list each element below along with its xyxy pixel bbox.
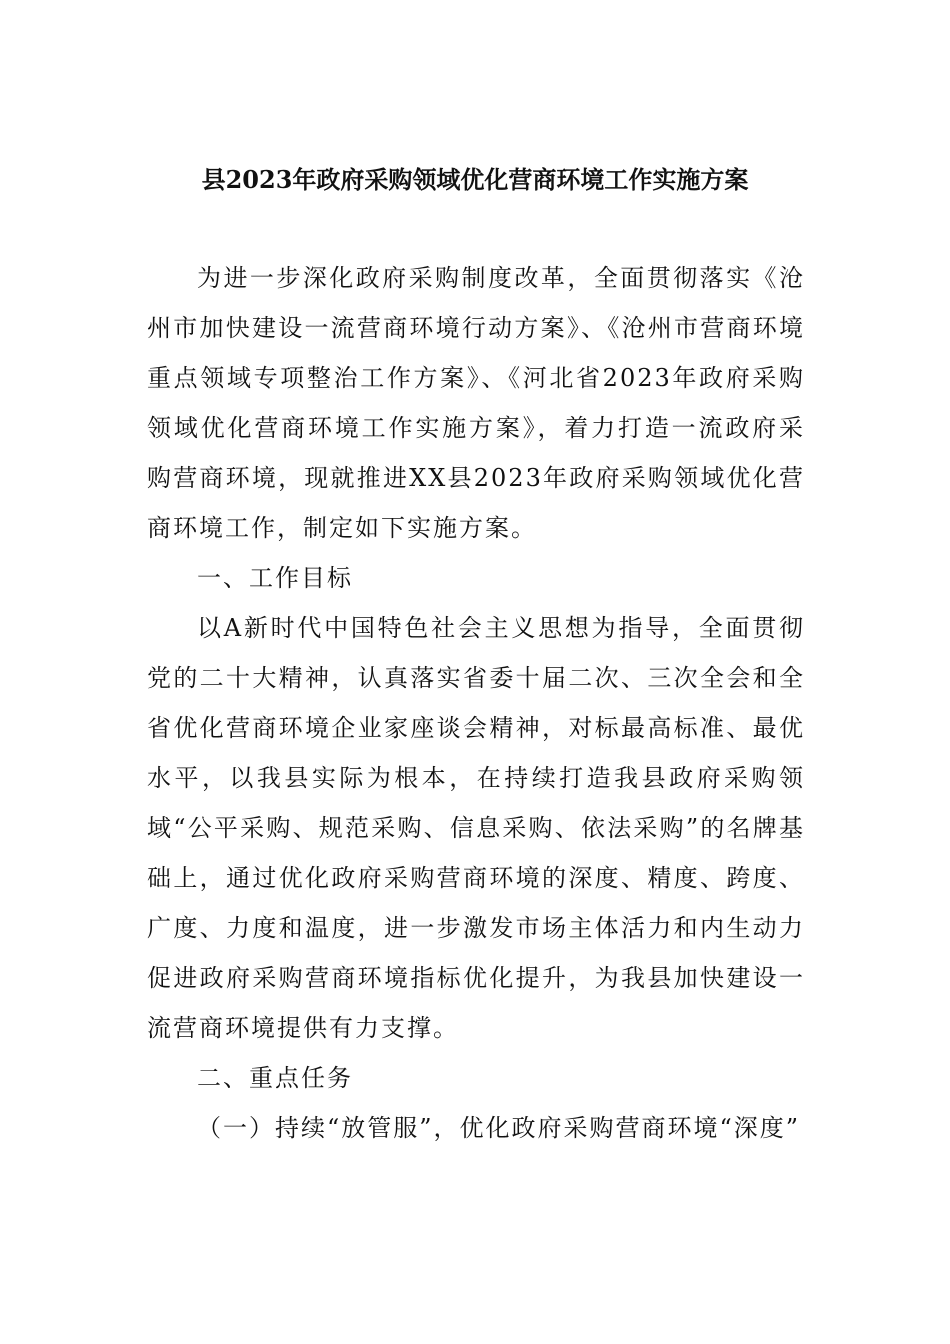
document-body (147, 253, 805, 1153)
document-title: 县2023年政府采购领域优化营商环境工作实施方案 (201, 165, 749, 194)
section-heading-goals: 一、工作目标 (197, 564, 353, 592)
section-heading-tasks: 二、重点任务 (197, 1064, 353, 1092)
goals-paragraph: 以A新时代中国特色社会主义思想为指导，全面贯彻党的二十大精神，认真落实省委十届二次、三次全会和全省优化营商环境企业家座谈会精神，对标最高标准、最优水平，以我县实际为根本，在持续打造我县政府采购领域“公平采购、规范采购、信息采购、依法采购”的名牌基础上，通过优化政府采购营商环境的深度、精度、跨度、广度、力度和温度，进一步激发市场主体活力和内生动力促进政府采购营商环境指标优化提升，为我县加快建设一流营商环境提供有力支撑。 (147, 614, 805, 1042)
intro-paragraph: 为进一步深化政府采购制度改革，全面贯彻落实《沧州市加快建设一流营商环境行动方案》、《沧州市营商环境重点领域专项整治工作方案》、《河北省2023年政府采购领域优化营商环境工作实施方案》，着力打造一流政府采购营商环境，现就推进XX县2023年政府采购领域优化营商环境工作，制定如下实施方案。 (147, 264, 805, 542)
subsection-heading-depth: （一）持续“放管服”，优化政府采购营商环境“深度” (197, 1114, 801, 1142)
